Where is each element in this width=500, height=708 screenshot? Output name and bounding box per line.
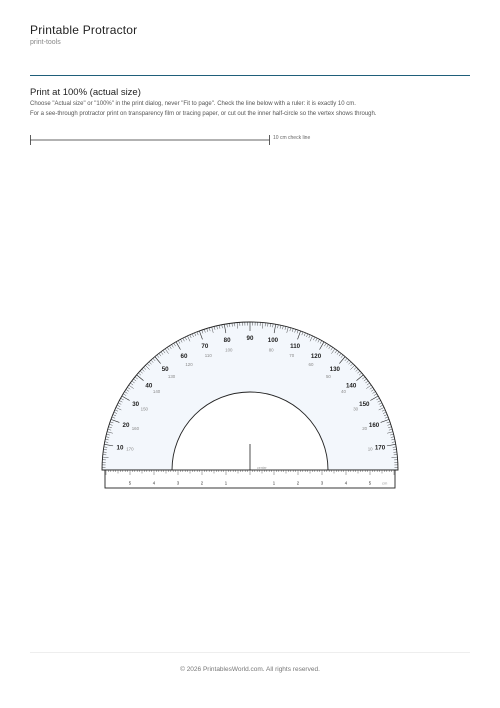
- center-label: center: [257, 466, 267, 470]
- inner-scale-label: 120: [185, 361, 193, 367]
- page-title: Printable Protractor: [30, 23, 138, 37]
- protractor-graphic: [100, 300, 400, 490]
- ruler-label: 5: [128, 480, 132, 486]
- outer-scale-label: 40: [145, 382, 153, 390]
- inner-scale-label: 100: [225, 347, 233, 353]
- check-line-label: 10 cm check line: [273, 135, 311, 141]
- inner-scale-label: 60: [308, 361, 314, 367]
- outer-scale-label: 110: [290, 343, 301, 351]
- instruction-line-1: Choose "Actual size" or "100%" in the print dialog, never "Fit to page". Check the line below with a ruler: it is exactly 10 cm.: [30, 101, 356, 107]
- outer-scale-label: 50: [161, 366, 169, 374]
- ruler-label: 4: [344, 480, 348, 486]
- inner-scale-label: 70: [289, 352, 295, 358]
- footer-copyright: © 2026 PrintablesWorld.com. All rights reserved.: [180, 666, 320, 673]
- outer-scale-label: 70: [201, 343, 209, 351]
- outer-scale-label: 30: [132, 401, 140, 409]
- inner-scale-label: 110: [204, 352, 212, 358]
- inner-scale-label: 30: [353, 406, 359, 412]
- outer-scale-label: 90: [246, 335, 254, 343]
- outer-scale-label: 80: [223, 337, 231, 345]
- ruler-label: 1: [224, 480, 228, 486]
- outer-scale-label: 140: [345, 382, 357, 390]
- outer-scale-label: 100: [267, 337, 279, 345]
- instruction-line-2: For a see-through protractor print on transparency film or tracing paper, or cut out the inner half-circle so the vertex shows through.: [30, 111, 377, 117]
- header-divider: [30, 75, 470, 76]
- inner-scale-label: 150: [140, 406, 149, 412]
- inner-scale-label: 140: [152, 389, 161, 395]
- inner-scale-label: 80: [268, 347, 274, 353]
- outer-scale-label: 170: [374, 444, 386, 452]
- ruler-label: 4: [152, 480, 156, 486]
- inner-scale-label: 50: [325, 374, 331, 380]
- ruler-label: 2: [296, 480, 300, 486]
- ruler-label: 1: [272, 480, 276, 486]
- outer-scale-label: 160: [368, 422, 380, 430]
- outer-scale-label: 120: [310, 352, 322, 360]
- outer-scale-label: 10: [116, 444, 124, 452]
- inner-scale-label: 10: [367, 446, 373, 452]
- inner-scale-label: 20: [362, 425, 368, 431]
- outer-scale-label: 60: [180, 352, 188, 360]
- inner-scale-label: 160: [131, 425, 140, 431]
- ruler-label: 2: [200, 480, 204, 486]
- page-subtitle: print-tools: [30, 39, 61, 46]
- inner-scale-label: 40: [341, 389, 346, 395]
- ruler-label: 5: [368, 480, 372, 486]
- outer-scale-label: 20: [122, 422, 130, 430]
- outer-scale-label: 150: [359, 401, 370, 409]
- inner-scale-label: 170: [126, 446, 134, 452]
- outer-scale-label: 130: [329, 366, 341, 374]
- ruler-unit-label: cm: [382, 480, 388, 486]
- section-heading: Print at 100% (actual size): [30, 87, 141, 98]
- footer-divider: [30, 652, 470, 653]
- inner-scale-label: 130: [167, 374, 176, 380]
- ruler-label: 3: [320, 480, 324, 486]
- ruler-label: 3: [176, 480, 180, 486]
- check-line: [30, 134, 270, 146]
